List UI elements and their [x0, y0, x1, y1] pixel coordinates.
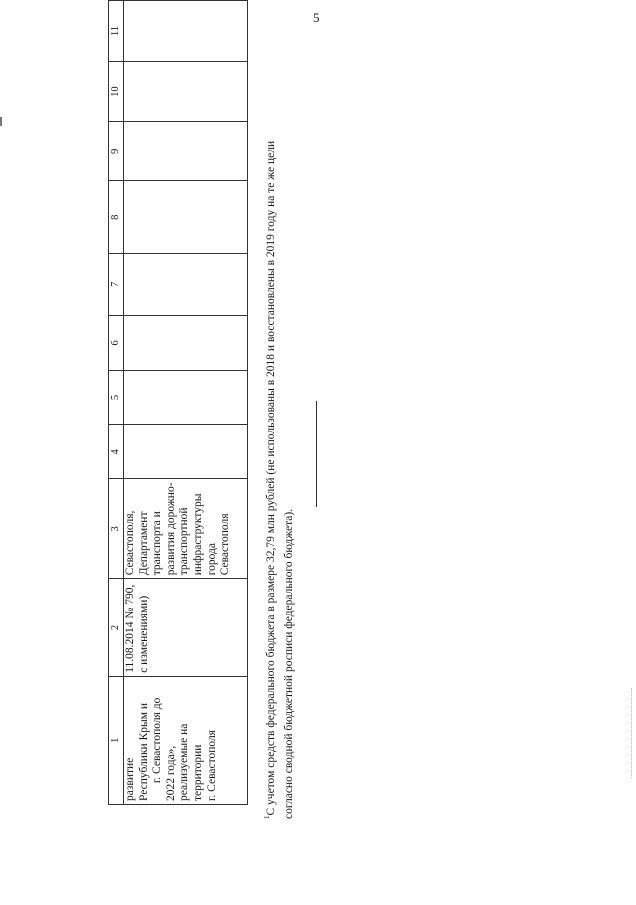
column-number-10: 10 [109, 62, 124, 122]
program-table-wrapper [108, 0, 248, 805]
cell-col-8 [124, 181, 248, 254]
footnote-separator [316, 401, 317, 507]
cell-col-11 [124, 1, 248, 62]
cell-program-name [124, 676, 248, 804]
column-number-1: 1 [109, 676, 124, 804]
cell-col-5 [124, 370, 248, 424]
cell-text-line: Департамент [137, 511, 150, 576]
cell-text-line: территории [191, 744, 204, 801]
cell-text-line: г. Севастополя до [151, 697, 164, 784]
cell-legal-basis [124, 579, 248, 677]
table-header-row [109, 1, 124, 805]
cell-text-line: инфраструктуры [191, 493, 204, 576]
column-number-8: 8 [109, 181, 124, 254]
cell-text-line: 11.08.2014 № 790, [124, 584, 136, 673]
cell-col-6 [124, 315, 248, 370]
footnote-line-2: согласно сводной бюджетной росписи федерального бюджета). [283, 508, 295, 819]
column-number-2: 2 [109, 579, 124, 677]
column-number-9: 9 [109, 122, 124, 181]
cell-col-4 [124, 425, 248, 479]
cell-responsible-executor [124, 479, 248, 579]
cell-text-line: транспорта и [151, 511, 164, 576]
footnote [262, 59, 298, 819]
column-number-11: 11 [109, 1, 124, 62]
cell-text-line: развитие [124, 757, 136, 801]
program-table [108, 0, 248, 805]
cell-col-10 [124, 62, 248, 122]
page-number: 5 [313, 10, 320, 25]
column-number-6: 6 [109, 315, 124, 370]
cell-text-line: города [205, 542, 218, 576]
cell-col-7 [124, 254, 248, 316]
cell-text-line: Севастополя [219, 513, 232, 576]
column-number-4: 4 [109, 425, 124, 479]
cell-text-line: Республики Крым и [137, 702, 150, 801]
cell-text-line: Севастополя, [124, 510, 136, 576]
column-number-7: 7 [109, 254, 124, 316]
footnote-line-1 [262, 59, 280, 819]
cell-text-line: развития дорожно- [164, 482, 177, 576]
column-number-3: 3 [109, 479, 124, 579]
cell-text-line: реализуемые на [178, 723, 191, 801]
cell-text-line: г. Севастополя [205, 730, 218, 801]
cell-text-line: транспортной [178, 507, 191, 576]
cell-col-9 [124, 122, 248, 181]
footnote-marker: 1 [263, 815, 272, 819]
column-number-5: 5 [109, 370, 124, 424]
cell-text-line: с изменениями) [137, 595, 150, 673]
table-row [124, 1, 248, 805]
footnote-text-1: С учетом средств федерального бюджета в размере 32,79 млн рублей (не использованы в 2018 и восстановлены в 2019 году на те же цели [265, 140, 277, 816]
cell-text-line: 2022 года», [164, 745, 177, 801]
